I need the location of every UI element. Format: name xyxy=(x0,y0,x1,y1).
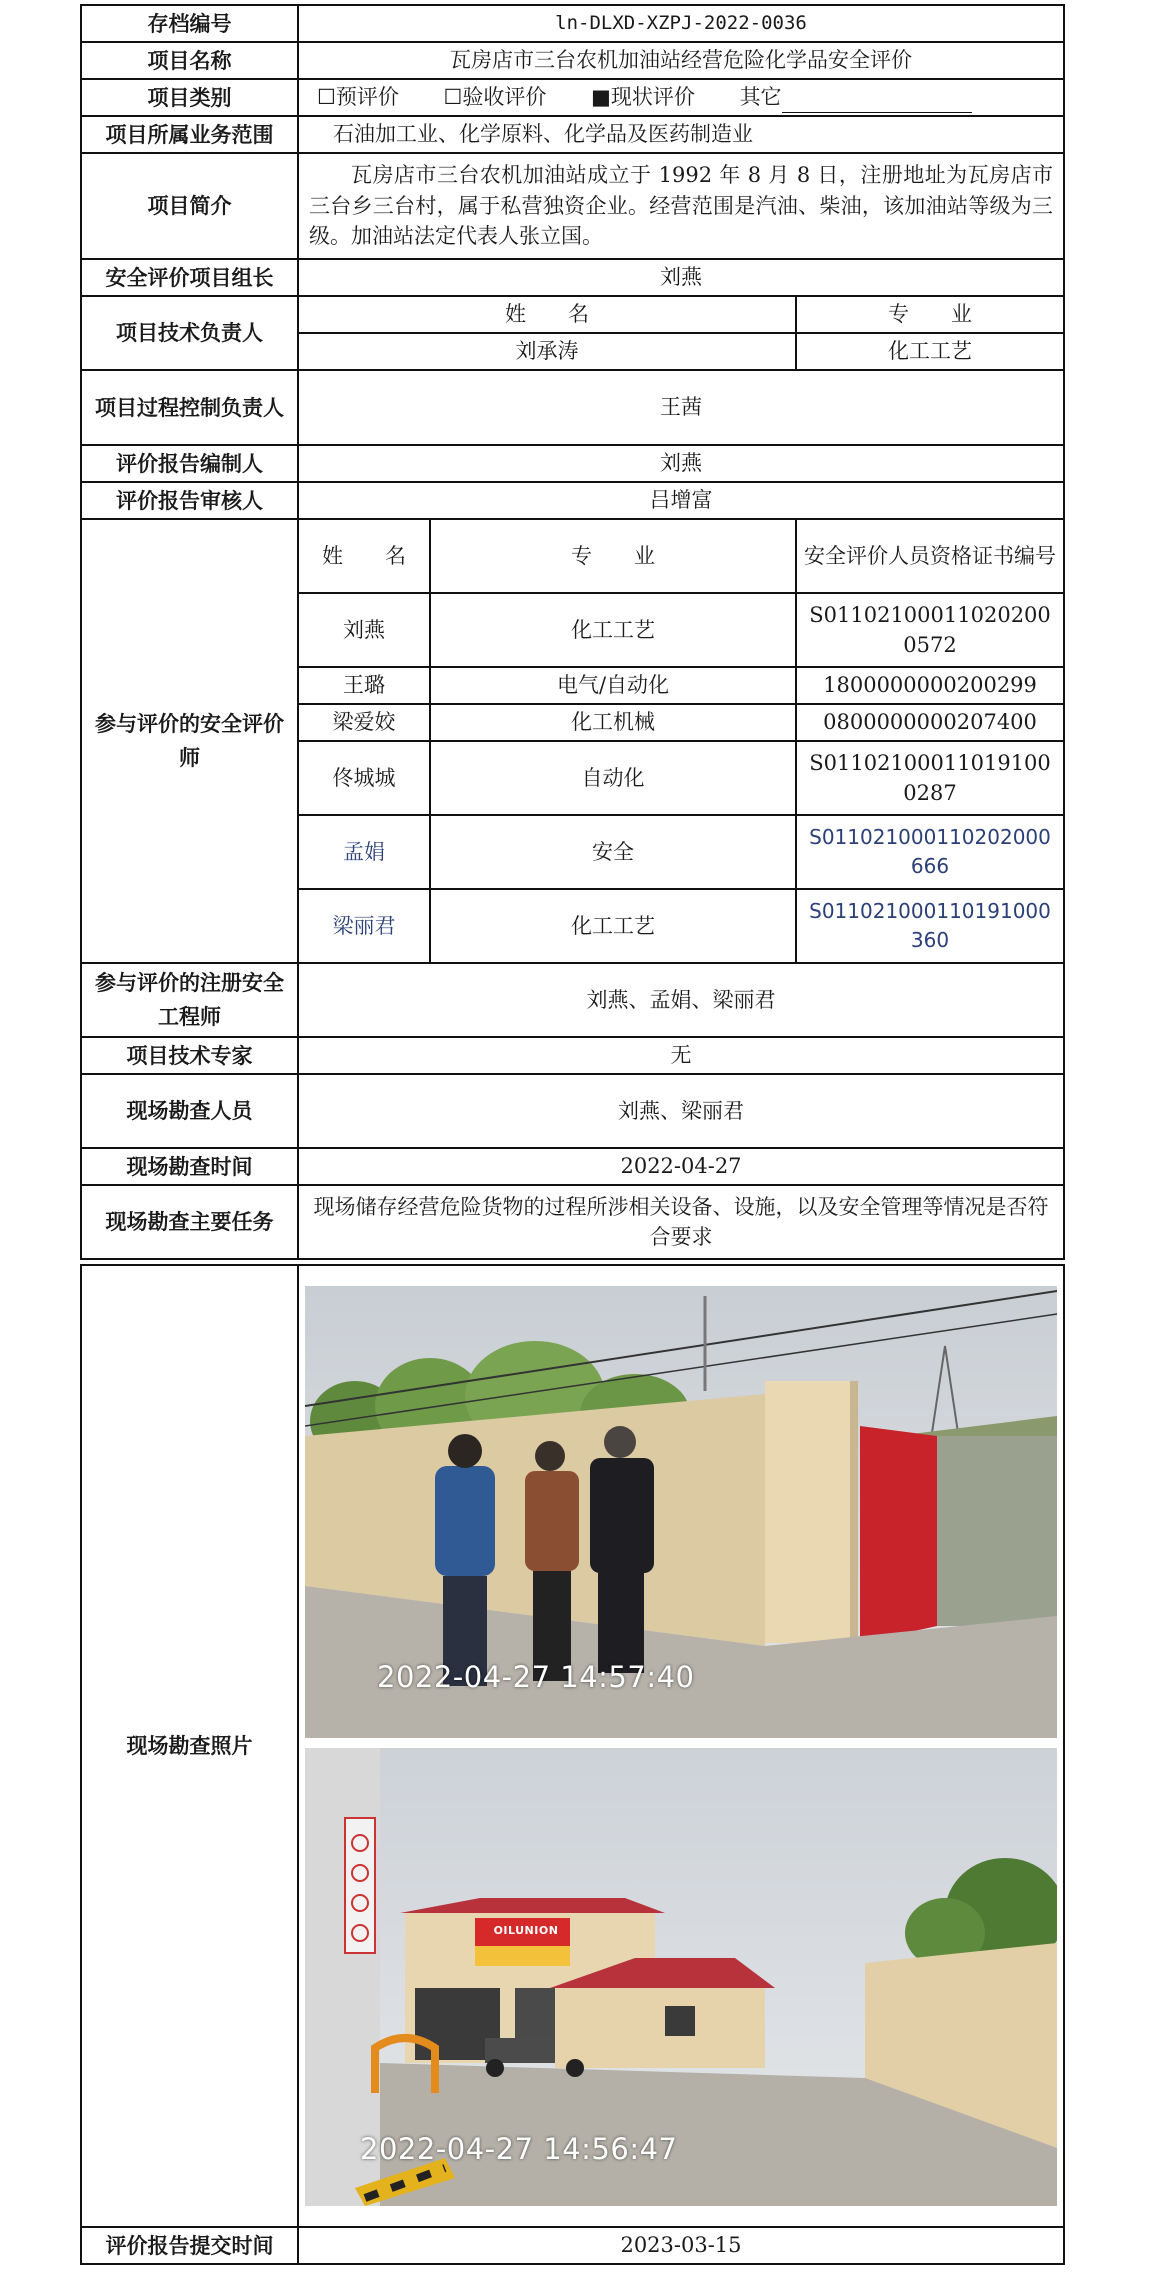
option-pre-evaluation: ☐预评价 xyxy=(317,85,399,110)
compiler-value: 刘燕 xyxy=(298,445,1064,482)
intro-value: 瓦房店市三台农机加油站成立于 1992 年 8 月 8 日，注册地址为瓦房店市三台乡三台村，属于私营独资企业。经营范围是汽油、柴油，该加油站等级为三级。加油站法定代表人张立国。 xyxy=(298,153,1064,259)
evaluator-cert: 0800000000207400 xyxy=(796,704,1064,741)
archive-no-value: ln-DLXD-XZPJ-2022-0036 xyxy=(298,5,1064,42)
evaluators-col-name: 姓 名 xyxy=(298,519,430,593)
evaluator-major: 安全 xyxy=(430,815,796,889)
evaluator-cert: S011021000110191000287 xyxy=(796,741,1064,815)
photo-gap xyxy=(299,1738,1063,1748)
row-project-name xyxy=(81,42,1064,79)
row-site-task xyxy=(81,1185,1064,1259)
site-task-value: 现场储存经营危险货物的过程所涉相关设备、设施，以及安全管理等情况是否符合要求 xyxy=(298,1185,1064,1259)
photo-1-timestamp: 2022-04-27 14:57:40 xyxy=(377,1660,695,1694)
process-lead-label: 项目过程控制负责人 xyxy=(81,370,298,445)
row-site-staff xyxy=(81,1074,1064,1148)
engineers-value: 刘燕、孟娟、梁丽君 xyxy=(298,963,1064,1037)
archive-no-label: 存档编号 xyxy=(81,5,298,42)
project-name-label: 项目名称 xyxy=(81,42,298,79)
site-task-label: 现场勘查主要任务 xyxy=(81,1185,298,1259)
site-staff-label: 现场勘查人员 xyxy=(81,1074,298,1148)
expert-label: 项目技术专家 xyxy=(81,1037,298,1074)
row-evaluators-header xyxy=(81,519,1064,593)
row-archive-no xyxy=(81,5,1064,42)
row-photos xyxy=(81,1265,1064,2227)
project-name-value: 瓦房店市三台农机加油站经营危险化学品安全评价 xyxy=(298,42,1064,79)
option-other: 其它 xyxy=(739,85,782,110)
evaluator-major: 化工工艺 xyxy=(430,593,796,667)
option-current-evaluation: ■现状评价 xyxy=(591,85,695,110)
project-type-options xyxy=(298,79,1064,116)
row-team-leader xyxy=(81,259,1064,296)
evaluator-major: 化工工艺 xyxy=(430,889,796,963)
row-site-time xyxy=(81,1148,1064,1185)
intro-label: 项目简介 xyxy=(81,153,298,259)
row-compiler xyxy=(81,445,1064,482)
evaluator-name: 孟娟 xyxy=(298,815,430,889)
reviewer-label: 评价报告审核人 xyxy=(81,482,298,519)
site-staff-value: 刘燕、梁丽君 xyxy=(298,1074,1064,1148)
team-leader-value: 刘燕 xyxy=(298,259,1064,296)
photos-label: 现场勘查照片 xyxy=(81,1265,298,2227)
evaluators-label: 参与评价的安全评价师 xyxy=(81,519,298,963)
site-time-value: 2022-04-27 xyxy=(298,1148,1064,1185)
photos-cell xyxy=(298,1265,1064,2227)
site-photo-2 xyxy=(305,1748,1057,2206)
tech-lead-label: 项目技术负责人 xyxy=(81,296,298,370)
option-acceptance-evaluation: ☐验收评价 xyxy=(443,85,547,110)
tech-lead-col-major: 专 业 xyxy=(796,296,1064,333)
oilunion-sign-text: OILUNION xyxy=(493,1924,559,1937)
evaluators-col-major: 专 业 xyxy=(430,519,796,593)
info-table xyxy=(80,4,1065,1260)
submit-time-label: 评价报告提交时间 xyxy=(81,2227,298,2264)
site-photo-1 xyxy=(305,1286,1057,1738)
row-tech-lead-header xyxy=(81,296,1064,333)
row-engineers xyxy=(81,963,1064,1037)
evaluator-cert: 1800000000200299 xyxy=(796,667,1064,704)
project-type-label: 项目类别 xyxy=(81,79,298,116)
evaluator-major: 化工机械 xyxy=(430,704,796,741)
tech-lead-col-name: 姓 名 xyxy=(298,296,796,333)
expert-value: 无 xyxy=(298,1037,1064,1074)
row-business-scope xyxy=(81,116,1064,153)
row-submit-time xyxy=(81,2227,1064,2264)
business-scope-label: 项目所属业务范围 xyxy=(81,116,298,153)
photo-2-timestamp: 2022-04-27 14:56:47 xyxy=(360,2132,678,2166)
evaluator-name: 刘燕 xyxy=(298,593,430,667)
engineers-label: 参与评价的注册安全工程师 xyxy=(81,963,298,1037)
evaluator-cert: S011021000110202000666 xyxy=(796,815,1064,889)
row-project-type xyxy=(81,79,1064,116)
compiler-label: 评价报告编制人 xyxy=(81,445,298,482)
row-reviewer xyxy=(81,482,1064,519)
business-scope-value: 石油加工业、化学原料、化学品及医药制造业 xyxy=(298,116,1064,153)
evaluator-major: 电气/自动化 xyxy=(430,667,796,704)
evaluator-name: 佟城城 xyxy=(298,741,430,815)
process-lead-value: 王茜 xyxy=(298,370,1064,445)
submit-time-value: 2023-03-15 xyxy=(298,2227,1064,2264)
evaluator-name: 王璐 xyxy=(298,667,430,704)
evaluator-name: 梁爱姣 xyxy=(298,704,430,741)
row-process-lead xyxy=(81,370,1064,445)
tech-lead-name: 刘承涛 xyxy=(298,333,796,370)
other-blank-line xyxy=(782,94,972,113)
row-intro xyxy=(81,153,1064,259)
evaluators-col-cert: 安全评价人员资格证书编号 xyxy=(796,519,1064,593)
reviewer-value: 吕增富 xyxy=(298,482,1064,519)
tech-lead-major: 化工工艺 xyxy=(796,333,1064,370)
row-expert xyxy=(81,1037,1064,1074)
photo-table xyxy=(80,1264,1065,2265)
site-time-label: 现场勘查时间 xyxy=(81,1148,298,1185)
team-leader-label: 安全评价项目组长 xyxy=(81,259,298,296)
evaluator-cert: S011021000110191000360 xyxy=(796,889,1064,963)
evaluator-cert: S011021000110202000572 xyxy=(796,593,1064,667)
evaluator-major: 自动化 xyxy=(430,741,796,815)
evaluator-name: 梁丽君 xyxy=(298,889,430,963)
